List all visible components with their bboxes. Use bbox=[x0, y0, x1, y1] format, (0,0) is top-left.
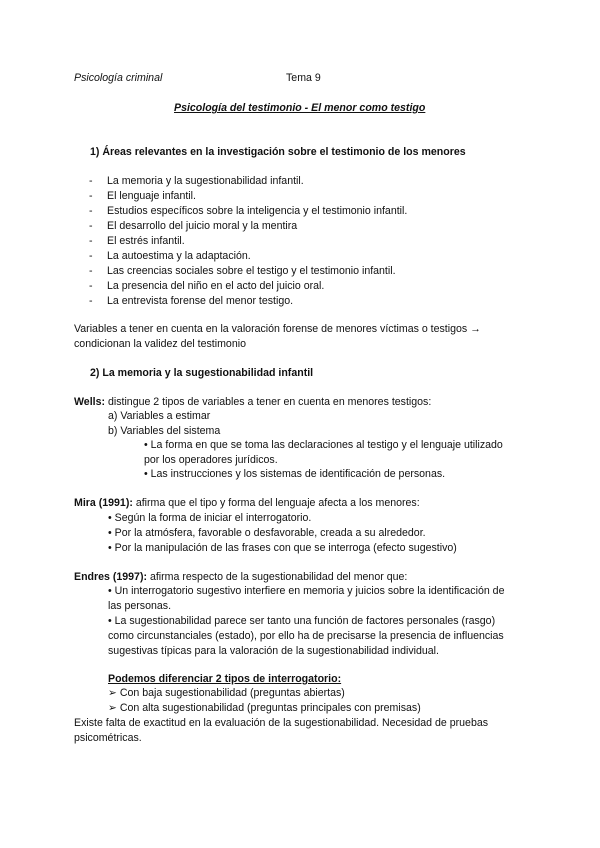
mira-text: afirma que el tipo y forma del lenguaje afecta a los menores: bbox=[132, 497, 420, 509]
endres-text: afirma respecto de la sugestionabilidad del menor que: bbox=[147, 571, 408, 583]
wells-text: distingue 2 tipos de variables a tener en cuenta en menores testigos: bbox=[105, 396, 432, 408]
list-item: La entrevista forense del menor testigo. bbox=[107, 295, 294, 307]
list-item: El lenguaje infantil. bbox=[107, 190, 196, 202]
conclusion: Existe falta de exactitud en la evaluación de la sugestionabilidad. Necesidad de pruebas bbox=[74, 717, 489, 729]
wells-label: Wells: bbox=[74, 396, 106, 408]
mira-label: Mira (1991): bbox=[74, 497, 133, 509]
endres-point-2-cont: sugestivas típicas para la valoración de la sugestionabilidad individual. bbox=[108, 645, 439, 657]
list-item: Estudios específicos sobre la inteligencia y el testimonio infantil. bbox=[107, 205, 408, 217]
section1-heading: 1) Áreas relevantes en la investigación sobre el testimonio de los menores bbox=[90, 146, 466, 158]
wells-option-a: a) Variables a estimar bbox=[108, 410, 211, 422]
section1-note-cont: condicionan la validez del testimonio bbox=[74, 338, 246, 350]
header-topic: Tema 9 bbox=[286, 72, 321, 84]
header-subject: Psicología criminal bbox=[74, 72, 163, 84]
wells-paragraph bbox=[74, 396, 431, 408]
interrogatorio-type: ➢ Con alta sugestionabilidad (preguntas principales con premisas) bbox=[108, 702, 421, 714]
list-item: El desarrollo del juicio moral y la mentira bbox=[107, 220, 298, 232]
list-item: La memoria y la sugestionabilidad infantil. bbox=[107, 175, 304, 187]
list-item: La presencia del niño en el acto del juicio oral. bbox=[107, 280, 325, 292]
interrogatorio-heading: Podemos diferenciar 2 tipos de interrogatorio: bbox=[108, 673, 342, 685]
interrogatorio-type: ➢ Con baja sugestionabilidad (preguntas abiertas) bbox=[108, 687, 345, 699]
endres-paragraph bbox=[74, 571, 407, 583]
list-item: Las creencias sociales sobre el testigo y el testimonio infantil. bbox=[107, 265, 396, 277]
list-item: El estrés infantil. bbox=[107, 235, 185, 247]
endres-point-2: • La sugestionabilidad parece ser tanto una función de factores personales (rasgo) bbox=[108, 615, 496, 627]
wells-b1: • La forma en que se toma las declaraciones al testigo y el lenguaje utilizado bbox=[144, 439, 503, 451]
conclusion-cont: psicométricas. bbox=[74, 732, 142, 744]
document-page: Psicología criminal Tema 9 Psicología del testimonio - El menor como testigo 1) Áreas relevantes en la investigación sobre el testimonio de los menores - La memoria y la sugestionabilidad infantil. - El lenguaje infantil. - Estudios específicos sobre la inteligencia y el testimonio infantil. - El desarrollo del juicio moral y la mentira - El estrés infantil. - La autoestima y la adaptación. - Las creencias sociales sobre el testigo y el testimonio infantil. - La presencia del niño en el acto del juicio oral. - La entrevista forense del menor testigo. Variables a tener en cuenta en la valoración forense de menores víctimas o testigos → condicionan la validez del testimonio 2) La memoria y la sugestionabilidad infantil Wells: distingue 2 tipos de variables a tener en cuenta en menores testigos: a) Variables a estimar b) Variables del sistema • La forma en que se toma las declaraciones al testigo y el lenguaje utilizado por los operadores jurídicos. • Las instrucciones y los sistemas de identificación de personas. Mira (1991): afirma que el tipo y forma del lenguaje afecta a los menores: • Según la forma de iniciar el interrogatorio. • Por la atmósfera, favorable o desfavorable, creada a su alrededor. • Por la manipulación de las frases con que se interroga (efecto sugestivo) Endres (1997): afirma respecto de la sugestionabilidad del menor que: • Un interrogatorio sugestivo interfiere en memoria y juicios sobre la identificación de las personas. • La sugestionabilidad parece ser tanto una función de factores personales (rasgo) como circunstanciales (estado), por ello ha de precisarse la presencia de influencias sugestivas típicas para la valoración de la sugestionabilidad individual. Podemos diferenciar 2 tipos de interrogatorio: ➢ Con baja sugestionabilidad (preguntas abiertas) ➢ Con alta sugestionabilidad (preguntas principales con premisas) Existe falta de exactitud en la evaluación de la sugestionabilidad. Necesidad de pruebas psicométricas. bbox=[74, 72, 505, 744]
page-title: Psicología del testimonio - El menor como testigo bbox=[174, 102, 426, 114]
section2-heading: 2) La memoria y la sugestionabilidad infantil bbox=[90, 367, 314, 379]
mira-point: • Por la manipulación de las frases con que se interroga (efecto sugestivo) bbox=[108, 542, 457, 554]
endres-label: Endres (1997): bbox=[74, 571, 148, 583]
endres-point-1: • Un interrogatorio sugestivo interfiere en memoria y juicios sobre la identificación de bbox=[108, 585, 505, 597]
mira-paragraph bbox=[74, 497, 420, 509]
list-item: La autoestima y la adaptación. bbox=[107, 250, 251, 262]
mira-point: • Según la forma de iniciar el interrogatorio. bbox=[108, 512, 312, 524]
wells-b2: • Las instrucciones y los sistemas de identificación de personas. bbox=[144, 468, 446, 480]
wells-option-b: b) Variables del sistema bbox=[108, 425, 221, 437]
endres-point-2-cont: como circunstanciales (estado), por ello ha de precisarse la presencia de influencias bbox=[108, 630, 504, 642]
mira-point: • Por la atmósfera, favorable o desfavorable, creada a su alrededor. bbox=[108, 527, 426, 539]
wells-b1-cont: por los operadores jurídicos. bbox=[144, 454, 278, 466]
section1-note: Variables a tener en cuenta en la valoración forense de menores víctimas o testigos → bbox=[74, 323, 481, 335]
endres-point-1-cont: las personas. bbox=[108, 600, 172, 612]
